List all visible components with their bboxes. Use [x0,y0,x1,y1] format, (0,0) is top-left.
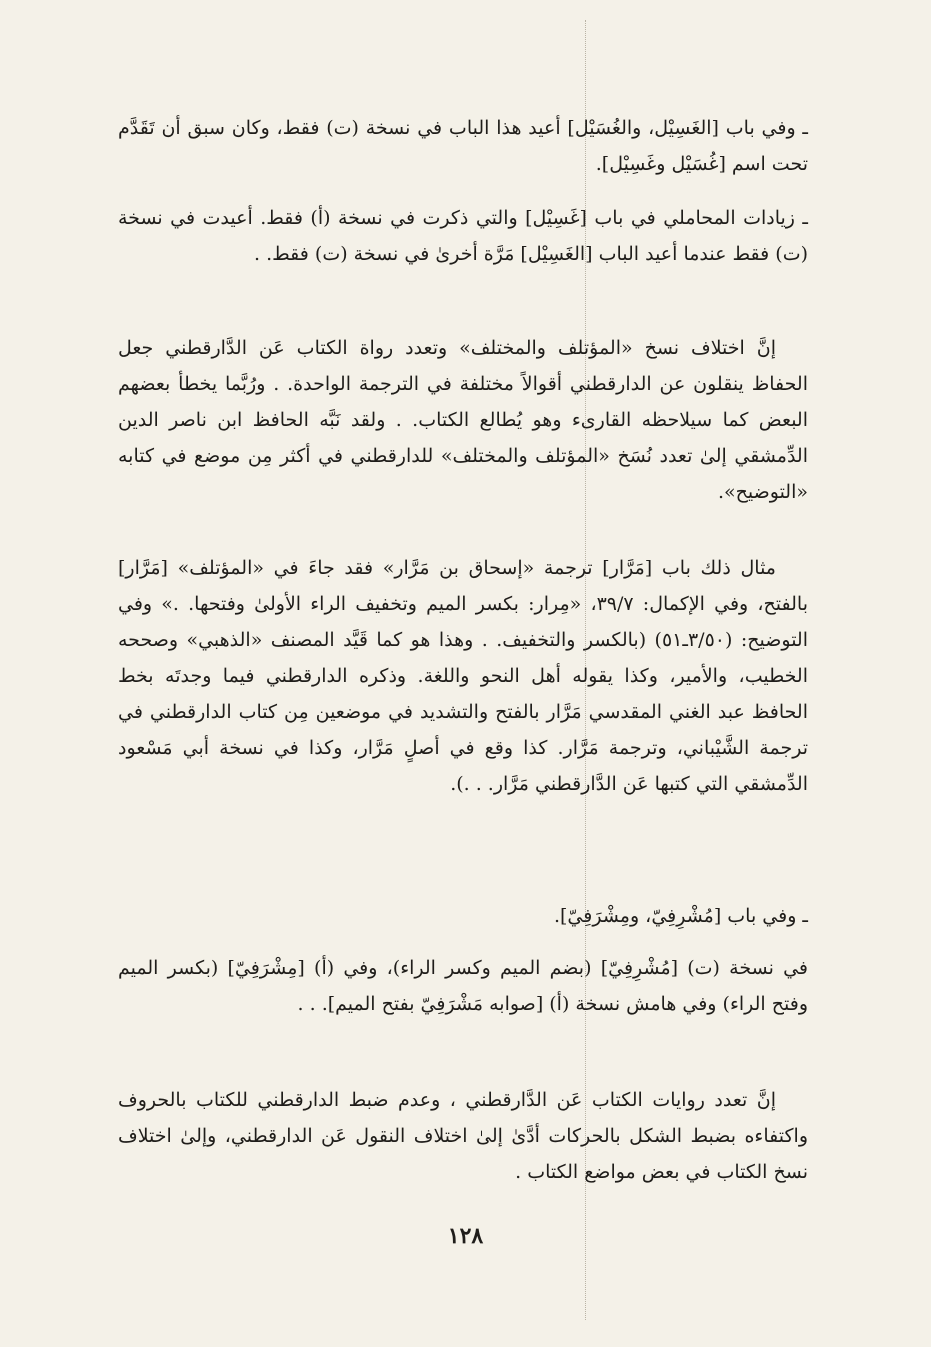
body-paragraph: إنَّ اختلاف نسخ «المؤتلف والمختلف» وتعدد رواة الكتاب عَن الدَّارقطني جعل الحفاظ ينقلون عن الدارقطني أقوالاً مختلفة في الترجمة الواحدة. . ورُبَّما يخطأ بعضهم البعض كما سيلاحظه القارىء وهو يُطالع الكتاب. . ولقد نَبَّه الحافظ ابن ناصر الدين الدِّمشقي إلىٰ تعدد نُسَخ «المؤتلف والمختلف» للدارقطني في أكثر مِن موضع في كتابه «التوضيح». [118,337,808,503]
block-mahamili-note [118,200,808,272]
note-paragraph: ـ وفي باب [مُشْرِفِيّ، ومِشْرَفِيّ]. [553,905,808,927]
block-marrar-example [118,550,808,802]
block-mushrifi-heading [118,898,808,934]
block-conclusion [118,1082,808,1190]
block-ghasil-note [118,110,808,182]
body-paragraph: في نسخة (ت) [مُشْرِفِيّ] (بضم الميم وكسر الراء)، وفي (أ) [مِشْرَفِيّ] (بكسر الميم وفتح الراء) وفي هامش نسخة (أ) [صوابه مَشْرَفِيّ بفتح الميم]. . . [118,957,808,1015]
block-mushrifi-detail [118,950,808,1022]
body-paragraph: إنَّ تعدد روايات الكتاب عَن الدَّارقطني ، وعدم ضبط الدارقطني للكتاب بالحروف واكتفاءه بضبط الشكل بالحركات أدَّىٰ إلىٰ اختلاف النقول عَن الدارقطني، وإلىٰ اختلاف نسخ الكتاب في بعض مواضع الكتاب . [118,1089,808,1183]
page-number: ١٢٨ [447,1223,484,1249]
body-paragraph: مثال ذلك باب [مَرَّار] ترجمة «إسحاق بن مَرَّار» فقد جاءَ في «المؤتلف» [مَرَّار] بالفتح، وفي الإكمال: ٣٩/٧، «مِرار: بكسر الميم وتخفيف الراء الأولىٰ وفتحها. .» وفي التوضيح: (٣/٥٠ـ٥١) (بالكسر والتخفيف. . وهذا هو كما قَيَّد المصنف «الذهبي» وصححه الخطيب، والأمير، وكذا يقوله أهل النحو واللغة. وذكره الدارقطني فيما وجدتَه بخط الحافظ عبد الغني المقدسي مَرَّار بالفتح والتشديد في موضعين مِن كتاب الدارقطني في ترجمة الشَّيْباني، وترجمة مَرَّار. كذا وقع في أصلٍ مَرَّار، وكذا في نسخة أبي مَسْعود الدِّمشقي التي كتبها عَن الدَّارقطني مَرَّار. . .). [118,557,808,795]
note-paragraph: ـ زيادات المحاملي في باب [غَسِيْل] والتي ذكرت في نسخة (أ) فقط. أعيدت في نسخة (ت) فقط عندما أعيد الباب [الغَسِيْل] مَرَّة أخرىٰ في نسخة (ت) فقط. . [118,207,808,265]
note-paragraph: ـ وفي باب [الغَسِيْل، والغُسَيْل] أعيد هذا الباب في نسخة (ت) فقط، وكان سبق أن تَقَدَّم تحت اسم [غُسَيْل وغَسِيْل]. [118,117,808,175]
block-copies-intro [118,330,808,510]
